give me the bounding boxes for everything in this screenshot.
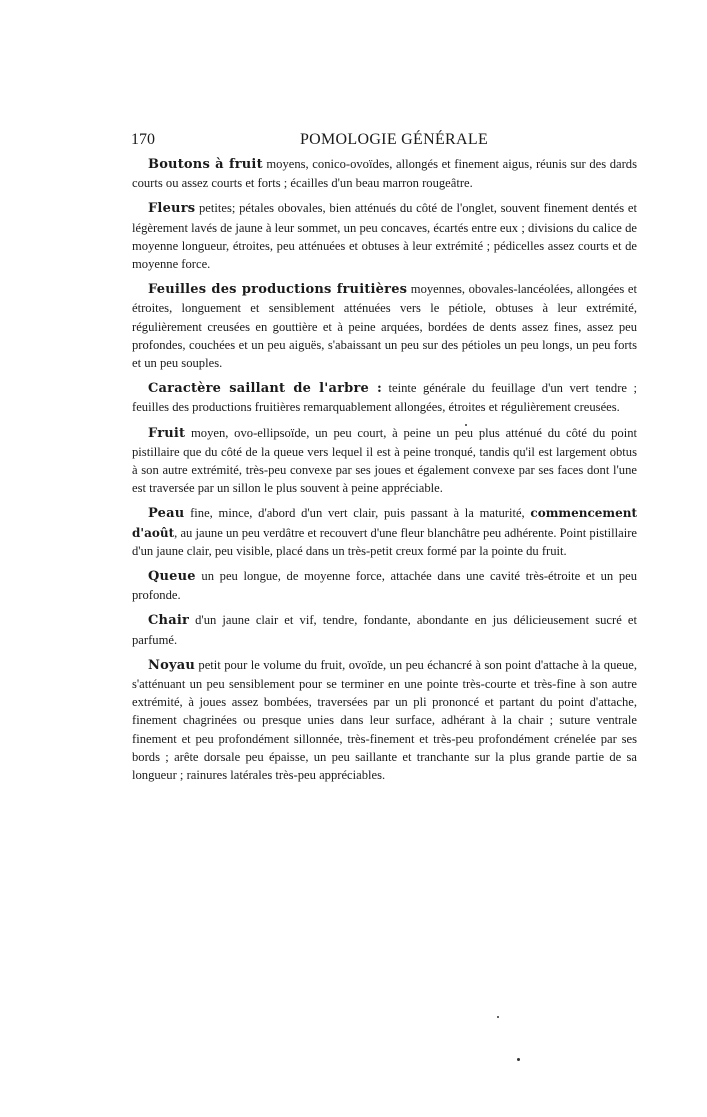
paragraph-text: teinte générale du feuillage d'un vert tendre ; feuilles des productions fruitières remarquablement allongées, étroites et régulièrement creusées.	[132, 381, 637, 415]
ink-speck	[517, 1058, 520, 1061]
paragraph-text: un peu longue, de moyenne force, attachée dans une cavité très-étroite et un peu profonde.	[132, 569, 637, 603]
paragraph-lead: Boutons à fruit	[148, 157, 263, 172]
paragraph-lead: Noyau	[148, 657, 195, 673]
paragraph-fleurs	[132, 199, 637, 273]
paragraph-text: d'un jaune clair et vif, tendre, fondante, abondante en jus délicieusement sucré et parfumé.	[132, 613, 637, 647]
paragraph-peau	[132, 504, 637, 560]
paragraph-text: moyens, conico-ovoïdes, allongés et finement aigus, réunis sur des dards courts ou assez courts et forts ; écailles d'un beau marron rougeâtre.	[132, 157, 637, 191]
paragraph-boutons	[132, 155, 637, 192]
paragraph-text: moyennes, obovales-lancéolées, allongées et étroites, longuement et sensiblement atténuées vers le pétiole, obtuses à leur extrémité, régulièrement creusées en gouttière et à peine arquées, bordées de dents assez fines, assez peu profondes, couchées et un peu aiguës, s'abaissant un peu sur des pétioles un peu longs, un peu forts et un peu souples.	[132, 282, 637, 371]
paragraph-feuilles	[132, 280, 637, 372]
paragraph-lead: Feuilles des productions fruitières	[148, 282, 408, 298]
paragraph-noyau	[132, 656, 637, 784]
running-title: POMOLOGIE GÉNÉRALE	[299, 131, 489, 148]
page-header	[131, 131, 637, 151]
paragraph-text: , au jaune un peu verdâtre et recouvert d'une fleur blanchâtre peu adhérente. Point pistillaire d'un jaune clair, peu visible, placé dans un très-petit creux formé par la pointe du fruit.	[132, 525, 637, 558]
paragraph-text: petit pour le volume du fruit, ovoïde, un peu échancré à son point d'attache à la queue, s'atténuant un peu sensiblement pour se terminer en une pointe très-courte et très-fine à son autre extrémité, à joues assez bombées, traversées par un pli prononcé et partant du point d'attache, finement chagrinées ou presque unies dans leur surface, adhérant à la chair ; suture ventrale finement et peu profondément sillonnée, très-finement et très-peu profondément crénelée par ses bords ; arête dorsale peu épaisse, un peu saillante et tranchante sur la plus grande partie de sa longueur ; rainures latérales très-peu appréciables.	[132, 657, 637, 783]
paragraph-chair	[132, 611, 637, 648]
paragraph-text: moyen, ovo-ellipsoïde, un peu court, à peine un peu plus atténué du côté du point pistillaire que du côté de la queue vers lequel il est à peine tronqué, tandis qu'il est largement obtus à son autre extrémité, très-peu convexe par ses joues et également convexe par ses faces dont l'une est traversée par un sillon le plus souvent à peine appréciable.	[132, 425, 637, 496]
paragraph-lead: Queue	[148, 569, 196, 585]
paragraph-fruit	[132, 424, 637, 498]
paragraph-text-before: fine, mince, d'abord d'un vert clair, puis passant à la maturité,	[184, 506, 531, 521]
paragraph-lead: Peau	[148, 506, 185, 522]
body-text	[132, 155, 637, 791]
paragraph-lead: Chair	[148, 613, 190, 629]
page-number: 170	[131, 131, 155, 148]
ink-speck	[497, 1016, 499, 1018]
paragraph-lead: Caractère saillant de l'arbre :	[148, 381, 383, 397]
paragraph-text: petites; pétales obovales, bien atténués du côté de l'onglet, souvent finement dentés et légèrement lavés de jaune à leur sommet, un peu concaves, écartés entre eux ; divisions du calice de moyenne longueur, étroites, peu atténuées et obtuses à leur extrémité ; pédicelles assez courts et de moyenne force.	[132, 201, 637, 272]
paragraph-lead: Fruit	[148, 425, 186, 441]
paragraph-caractere	[132, 379, 637, 416]
ink-speck	[465, 424, 467, 426]
paragraph-emphasis: commencement d'août	[132, 506, 637, 540]
paragraph-lead: Fleurs	[148, 201, 196, 217]
paragraph-queue	[132, 567, 637, 604]
